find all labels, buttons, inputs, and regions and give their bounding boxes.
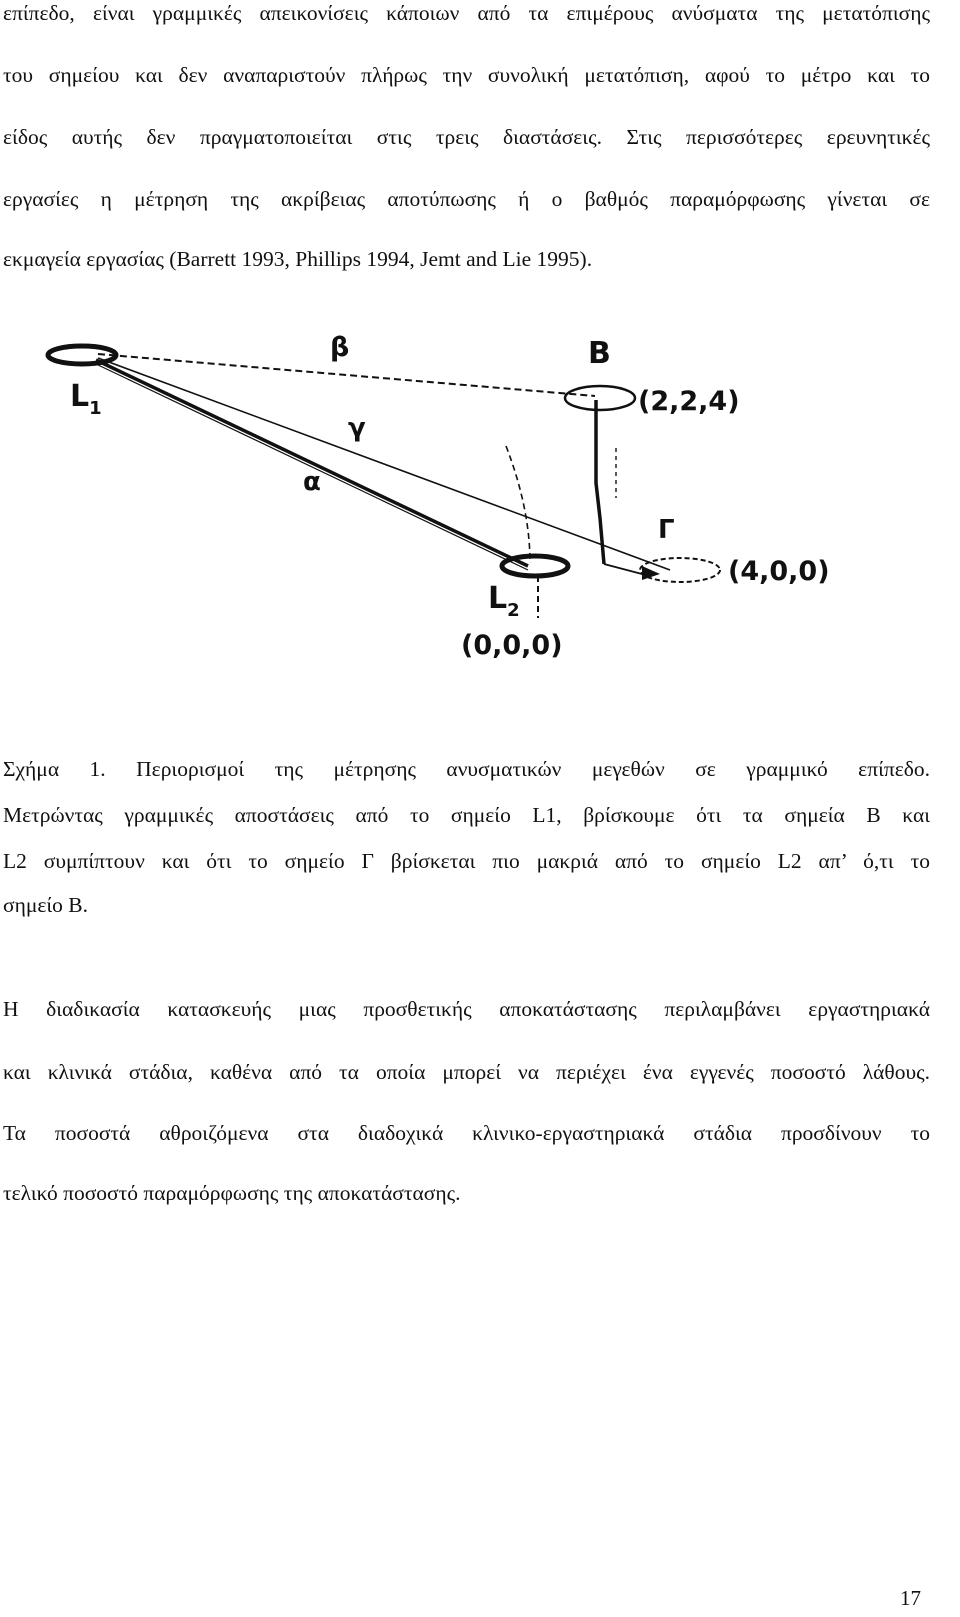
- label-beta: β: [330, 332, 350, 363]
- label-gamma-coords: (4,0,0): [728, 556, 830, 587]
- segment-alpha: [96, 360, 528, 566]
- text-line: τελικό ποσοστό παραμόρφωσης της αποκατάστασης.: [3, 1181, 461, 1205]
- label-gamma-small: γ: [348, 413, 366, 443]
- text-line: Η διαδικασία κατασκευής μιας προσθετικής αποκατάστασης περιλαμβάνει εργαστηριακά: [3, 997, 930, 1021]
- text-line: είδος αυτής δεν πραγματοποιείται στις τρεις διαστάσεις. Στις περισσότερες ερευνητικές: [3, 125, 930, 149]
- label-alpha: α: [303, 467, 321, 497]
- segment-gamma: [98, 358, 670, 570]
- text-line: του σημείου και δεν αναπαριστούν πλήρως την συνολική μετατόπιση, αφού το μέτρο και το: [3, 63, 930, 87]
- page-number: 17: [900, 1586, 921, 1610]
- text-line: και κλινικά στάδια, καθένα από τα οποία μπορεί να περιέχει ένα εγγενές ποσοστό λάθους.: [3, 1060, 930, 1084]
- label-b-coords: (2,2,4): [638, 386, 740, 417]
- text-line: εκμαγεία εργασίας (Barrett 1993, Phillips 1994, Jemt and Lie 1995).: [3, 247, 593, 271]
- point-gamma-marker: [640, 558, 720, 582]
- label-l1: $L_1$: [70, 379, 102, 419]
- label-l2-coords: (0,0,0): [461, 630, 563, 661]
- arc-dashed: [506, 446, 530, 563]
- caption-line: L2 συμπίπτουν και ότι το σημείο Γ βρίσκεται πιο μακριά από το σημείο L2 απ’ ό,τι το: [3, 849, 930, 873]
- segment-b-vertical: [596, 400, 604, 564]
- point-b-marker: [565, 386, 635, 410]
- vector-diagram: [30, 318, 850, 688]
- text-line: Τα ποσοστά αθροιζόμενα στα διαδοχικά κλινικο-εργαστηριακά στάδια προσδίνουν το: [3, 1121, 930, 1145]
- caption-line: Μετρώντας γραμμικές αποστάσεις από το σημείο L1, βρίσκουμε ότι τα σημεία B και: [3, 803, 930, 827]
- label-b: B: [588, 336, 611, 371]
- label-gamma-capital: Γ: [658, 515, 675, 545]
- text-line: επίπεδο, είναι γραμμικές απεικονίσεις κάποιων από τα επιμέρους ανύσματα της μετατόπισης: [3, 1, 930, 25]
- caption-line: σημείο B.: [3, 893, 89, 917]
- label-l2: $L_2$: [488, 581, 520, 621]
- text-line: εργασίες η μέτρηση της ακρίβειας αποτύπωσης ή ο βαθμός παραμόρφωσης γίνεται σε: [3, 187, 930, 211]
- caption-line: Σχήμα 1. Περιορισμοί της μέτρησης ανυσματικών μεγεθών σε γραμμικό επίπεδο.: [3, 757, 930, 781]
